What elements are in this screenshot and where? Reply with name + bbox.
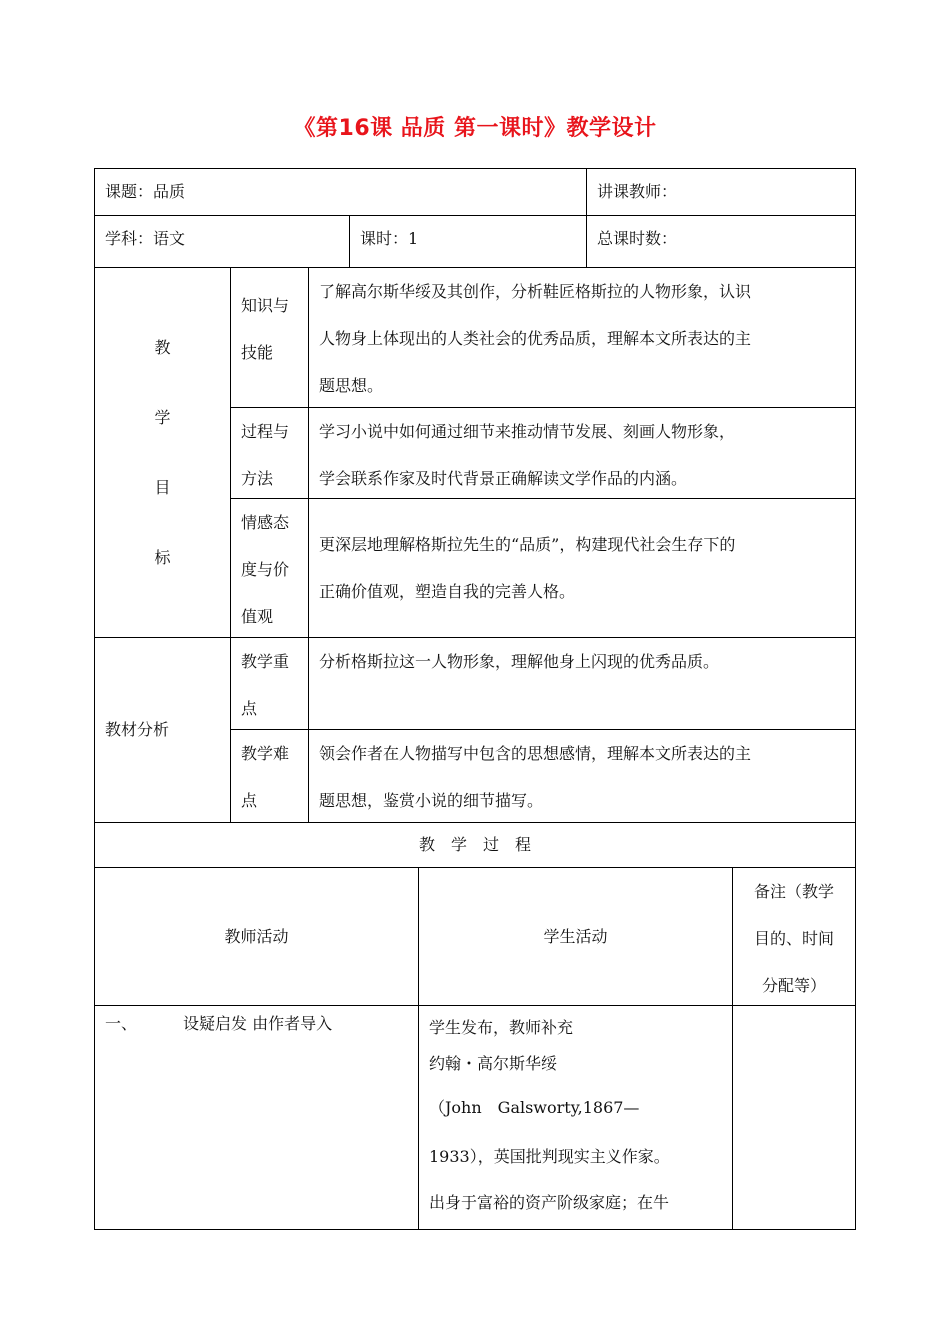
key-point-content: 分析格斯拉这一人物形象，理解他身上闪现的优秀品质。 — [308, 637, 856, 730]
student-activity-header: 学生活动 — [418, 867, 733, 1006]
teacher-activity-header: 教师活动 — [94, 867, 419, 1006]
objectives-label-char: 教 — [154, 337, 171, 357]
process-heading: 教 学 过 程 — [94, 822, 856, 868]
process-method-label: 过程与 方法 — [230, 407, 309, 499]
objectives-label — [94, 267, 231, 638]
student-activity-cell: 学生发布，教师补充 约翰・高尔斯华绥 （John Galsworty,1867— 1933），英国批判现实主义作家。 出身于富裕的资产阶级家庭；在牛 — [418, 1005, 733, 1230]
knowledge-skills-content: 了解高尔斯华绥及其创作，分析鞋匠格斯拉的人物形象，认识 人物身上体现出的人类社会的优秀品质，理解本文所表达的主 题思想。 — [308, 267, 856, 408]
document-title: 《第16课 品质 第一课时》教学设计 — [293, 116, 657, 141]
notes-header: 备注（教学 目的、时间 分配等） — [732, 867, 856, 1006]
teacher-activity-cell — [94, 1005, 419, 1230]
total-periods-cell: 总课时数： — [586, 215, 856, 268]
objectives-label-char: 目 — [154, 477, 171, 497]
step-number: 一、 — [105, 1014, 138, 1033]
period-cell: 课时：1 — [349, 215, 587, 268]
knowledge-skills-label: 知识与 技能 — [230, 267, 309, 408]
topic-cell: 课题：品质 — [94, 168, 587, 216]
notes-cell — [732, 1005, 856, 1230]
teacher-cell: 讲课教师： — [586, 168, 856, 216]
objectives-label-char: 标 — [154, 547, 171, 567]
subject-cell: 学科：语文 — [94, 215, 350, 268]
material-analysis-label: 教材分析 — [94, 637, 231, 823]
key-point-label: 教学重 点 — [230, 637, 309, 730]
objectives-label-char: 学 — [154, 407, 171, 427]
difficulty-label: 教学难 点 — [230, 729, 309, 823]
emotion-values-label: 情感态 度与价 值观 — [230, 498, 309, 638]
emotion-values-content: 更深层地理解格斯拉先生的“品质”，构建现代社会生存下的 正确价值观，塑造自我的完善人格。 — [308, 498, 856, 638]
lesson-plan-table — [94, 168, 856, 1230]
process-method-content: 学习小说中如何通过细节来推动情节发展、刻画人物形象， 学会联系作家及时代背景正确解读文学作品的内涵。 — [308, 407, 856, 499]
difficulty-content: 领会作者在人物描写中包含的思想感情，理解本文所表达的主 题思想，鉴赏小说的细节描写。 — [308, 729, 856, 823]
step-title: 设疑启发 由作者导入 — [183, 1014, 333, 1033]
